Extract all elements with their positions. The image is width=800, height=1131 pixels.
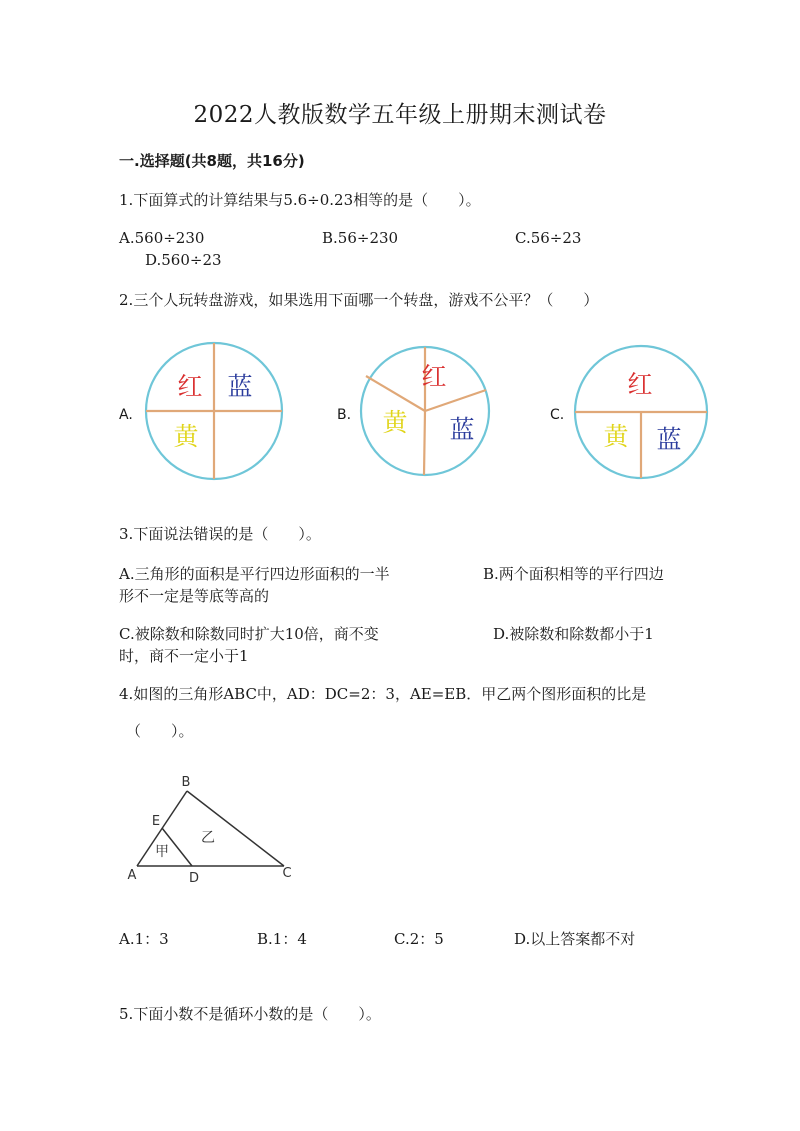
- question-text: 下面说法错误的是（ ）。: [133, 525, 321, 543]
- q1-option-a: A.560÷230: [119, 229, 205, 247]
- q1-option-d: D.560÷23: [145, 251, 222, 269]
- question-1: [119, 189, 481, 210]
- question-text: 三个人玩转盘游戏，如果选用下面哪一个转盘，游戏不公平？（ ）: [133, 291, 599, 309]
- question-5: [119, 1003, 381, 1024]
- q4-option-d: D.以上答案都不对: [514, 930, 636, 948]
- q3-option-d-continued: 时，商不一定小于1: [119, 647, 249, 665]
- q4-option-a: A.1：3: [119, 930, 169, 948]
- spinner-b-yellow-word: 黄: [382, 408, 408, 437]
- point-e-label: E: [151, 814, 161, 829]
- q3-option-d: D.被除数和除数都小于1: [493, 625, 654, 643]
- q3-option-c: C.被除数和除数同时扩大10倍，商不变: [119, 625, 379, 643]
- point-b-label: B: [181, 775, 191, 790]
- edge-bc: [187, 791, 284, 866]
- spinner-a-yellow-word: 黄: [173, 422, 199, 451]
- spinner-b-divider-bottom: [424, 411, 425, 475]
- spinner-c-yellow-word: 黄: [603, 422, 629, 451]
- spinner-a-label: A.: [119, 407, 133, 423]
- question-text: 下面算式的计算结果与5.6÷0.23相等的是（ ）。: [133, 191, 481, 209]
- spinner-b-blue-word: 蓝: [449, 415, 475, 444]
- point-d-label: D: [188, 871, 200, 886]
- point-a-label: A: [127, 868, 137, 883]
- question-4-blank: （ ）。: [126, 722, 194, 740]
- q3-option-b-continued: 形不一定是等底等高的: [119, 587, 270, 605]
- spinner-b-divider-left: [366, 376, 425, 411]
- spinner-c-blue-word: 蓝: [656, 425, 682, 454]
- region-jia-label: 甲: [155, 844, 169, 860]
- q1-option-c: C.56÷23: [515, 229, 582, 247]
- spinner-b-divider-right: [425, 390, 486, 411]
- spinner-figures: [110, 335, 720, 485]
- spinner-c-red-word: 红: [627, 370, 653, 399]
- region-yi-label: 乙: [201, 830, 215, 846]
- q4-option-c: C.2：5: [394, 930, 444, 948]
- question-3: [119, 523, 321, 544]
- q1-option-b: B.56÷230: [322, 229, 399, 247]
- q4-option-b: B.1：4: [257, 930, 307, 948]
- question-4: [119, 683, 646, 704]
- question-text: 下面小数不是循环小数的是（ ）。: [133, 1005, 381, 1023]
- triangle-figure: [120, 765, 310, 890]
- section-heading: 一.选择题(共8题，共16分): [119, 152, 305, 170]
- question-2: [119, 289, 598, 310]
- q3-option-a: A.三角形的面积是平行四边形面积的一半: [119, 565, 390, 583]
- page-title: 2022人教版数学五年级上册期末测试卷: [193, 102, 607, 128]
- point-c-label: C: [282, 866, 292, 881]
- question-number: 1.: [119, 191, 134, 209]
- spinner-a-red-word: 红: [177, 372, 203, 401]
- question-number: 4.: [119, 685, 134, 703]
- question-text: 如图的三角形ABC中，AD：DC=2：3，AE=EB．甲乙两个图形面积的比是: [133, 685, 647, 703]
- spinner-c-label: C.: [550, 407, 565, 423]
- question-number: 2.: [119, 291, 134, 309]
- question-number: 3.: [119, 525, 134, 543]
- question-number: 5.: [119, 1005, 134, 1023]
- spinner-b-label: B.: [337, 407, 352, 423]
- q3-option-b: B.两个面积相等的平行四边: [483, 565, 664, 583]
- spinner-b-red-word: 红: [421, 362, 447, 391]
- spinner-a-blue-word: 蓝: [227, 372, 253, 401]
